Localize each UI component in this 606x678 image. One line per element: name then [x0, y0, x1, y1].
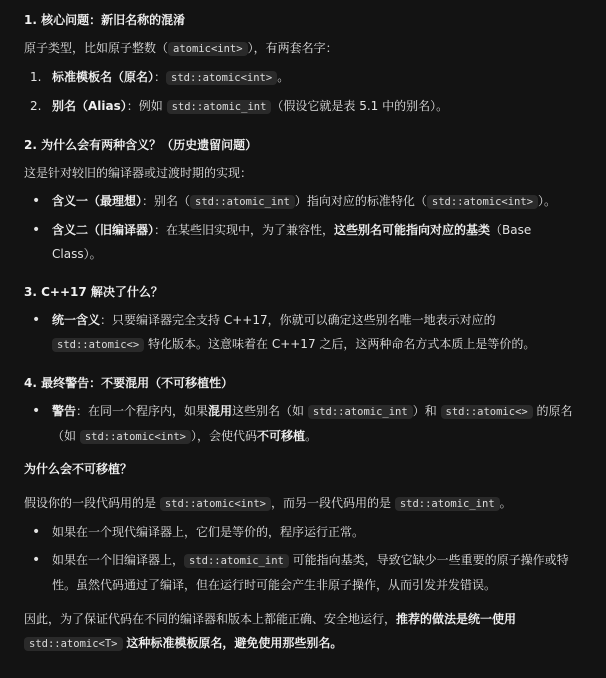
- bullet-list: [24, 189, 582, 266]
- bullet-list: [24, 520, 582, 597]
- inline-code: atomic<int>: [168, 42, 248, 56]
- inline-code: std::atomic_int: [190, 195, 295, 209]
- list-item: [24, 548, 582, 597]
- section-1-intro: [24, 36, 582, 61]
- section-5-intro: [24, 491, 582, 516]
- bullet: •: [32, 552, 41, 568]
- list-number: 1.: [30, 70, 42, 84]
- list-item: [24, 218, 582, 266]
- text: 。: [277, 70, 290, 84]
- inline-code: std::atomic<int>: [160, 497, 271, 511]
- numbered-list: [24, 65, 582, 119]
- bullet: •: [32, 193, 41, 209]
- text: 。: [305, 429, 318, 443]
- text: 如果在一个现代编译器上，它们是等价的，程序运行正常。: [52, 525, 365, 539]
- inline-code: std::atomic_int: [395, 497, 500, 511]
- bullet: •: [32, 312, 41, 328]
- text: （Base Class）。: [52, 223, 532, 261]
- text: 的原名（如: [52, 404, 573, 443]
- text: ：别名（: [142, 194, 191, 208]
- text: ：例如: [126, 99, 167, 113]
- inline-code: std::atomic_int: [184, 554, 289, 568]
- bullet-list: [24, 399, 582, 449]
- text: 特化版本。这意味着在 C++17 之后，这两种命名方式本质上是等价的。: [144, 337, 536, 351]
- text: 可能指向基类，导致它缺少一些重要的原子操作或特性。虽然代码通过了编译，但在运行时可能会产生非原子操作，从而引发并发错误。: [52, 553, 569, 592]
- text: （假设它就是表 5.1 中的别名）。: [271, 99, 449, 113]
- section-5-title: 为什么会不可移植？: [24, 462, 133, 476]
- inline-code: std::atomic<int>: [427, 195, 538, 209]
- section-2-intro: 这是针对较旧的编译器或过渡时期的实现：: [24, 166, 253, 180]
- text: ），会使代码: [190, 429, 257, 443]
- text: ：在同一个程序内，如果: [76, 404, 209, 418]
- inline-code: std::atomic<int>: [80, 430, 191, 444]
- bullet: •: [32, 524, 41, 540]
- list-item: [24, 94, 582, 119]
- emphasis: 这些别名可能指向对应的基类: [334, 223, 491, 237]
- text: ，而另一段代码用的是: [270, 496, 395, 510]
- list-item: [24, 308, 582, 357]
- inline-code: std::atomic<int>: [166, 71, 277, 85]
- section-2-title: 2. 为什么会有两种含义？（历史遗留问题）: [24, 138, 258, 152]
- term: 警告: [52, 404, 77, 418]
- inline-code: std::atomic<>: [52, 338, 144, 352]
- text: 。: [499, 496, 512, 510]
- text: ）和: [412, 404, 441, 418]
- text: 如果在一个旧编译器上，: [52, 553, 185, 567]
- section-3-title: 3. C++17 解决了什么？: [24, 285, 163, 299]
- inline-code: std::atomic_int: [167, 100, 272, 114]
- text: ：只要编译器完全支持 C++17，你就可以确定这些别名唯一地表示对应的: [100, 313, 496, 327]
- text: ），有两套名字：: [247, 41, 338, 55]
- bullet-list: [24, 308, 582, 357]
- bullet: •: [32, 222, 41, 238]
- emphasis: 推荐的做法是统一使用: [396, 612, 517, 626]
- term: 别名（Alias）: [52, 99, 127, 113]
- emphasis: 混用: [208, 404, 233, 418]
- list-number: 2.: [30, 99, 42, 113]
- list-item: [24, 399, 582, 449]
- text: ：: [154, 70, 167, 84]
- section-1-title: 1. 核心问题：新旧名称的混淆: [24, 13, 186, 27]
- bullet: •: [32, 403, 41, 419]
- text: 因此，为了保证代码在不同的编译器和版本上都能正确、安全地运行，: [24, 612, 397, 626]
- text: ）。: [538, 194, 557, 208]
- term: 标准模板名（原名）: [52, 70, 155, 84]
- term: 统一含义: [52, 313, 101, 327]
- text: 这些别名（如: [232, 404, 308, 418]
- term: 含义二（旧编译器）: [52, 223, 155, 237]
- text: 原子类型，比如原子整数（: [24, 41, 169, 55]
- emphasis: 这种标准模板原名，避免使用那些别名。: [126, 636, 343, 650]
- inline-code: std::atomic<>: [441, 405, 533, 419]
- text: 假设你的一段代码用的是: [24, 496, 160, 510]
- conclusion-paragraph: [24, 607, 582, 656]
- list-item: [24, 189, 582, 214]
- term: 含义一（最理想）: [52, 194, 143, 208]
- emphasis: 不可移植: [257, 429, 306, 443]
- text: ：在某些旧实现中，为了兼容性，: [154, 223, 335, 237]
- list-item: [24, 520, 582, 544]
- text: ）指向对应的标准特化（: [294, 194, 427, 208]
- inline-code: std::atomic<T>: [24, 637, 123, 651]
- section-4-title: 4. 最终警告：不要混用（不可移植性）: [24, 376, 234, 390]
- inline-code: std::atomic_int: [308, 405, 413, 419]
- list-item: [24, 65, 582, 90]
